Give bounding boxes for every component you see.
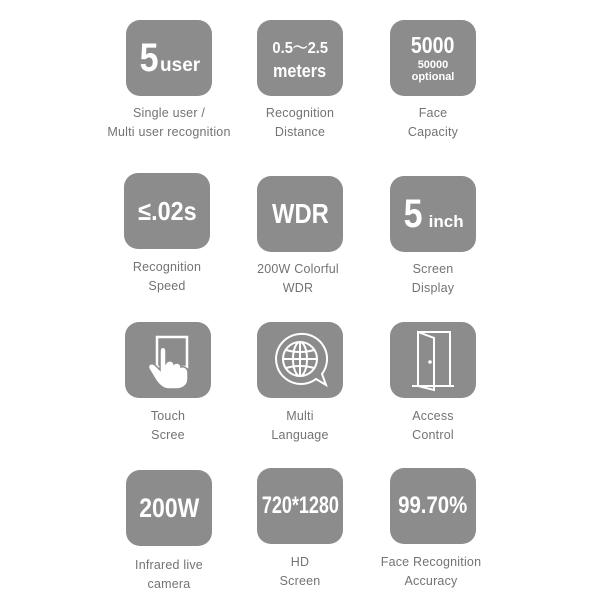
caption-line: Multi user recognition	[107, 124, 231, 139]
caption-recognition-accuracy	[346, 553, 516, 590]
caption-line: 200W Colorful	[257, 262, 339, 276]
caption-line: Single user /	[132, 106, 206, 120]
globe-speech-icon	[269, 329, 331, 391]
capacity-standard: 5000	[411, 31, 455, 58]
user-count-unit: user	[160, 54, 201, 76]
screen-size-value: 5	[404, 191, 423, 236]
user-count-value: 5	[139, 35, 159, 80]
caption-line: WDR	[282, 280, 314, 295]
caption-line: camera	[147, 576, 191, 591]
caption-face-capacity	[348, 104, 518, 141]
caption-line: Multi	[286, 409, 314, 423]
open-door-icon	[408, 328, 458, 392]
caption-line: Control	[412, 427, 454, 442]
screen-size-unit: inch	[428, 211, 464, 231]
tile-wdr	[257, 176, 343, 252]
caption-access-control	[348, 407, 518, 444]
tile-touch-screen	[125, 322, 211, 398]
caption-line: Recognition	[132, 260, 202, 274]
caption-line: Touch	[150, 409, 186, 423]
distance-range: 0.5～2.5	[272, 39, 328, 57]
caption-line: Language	[271, 427, 329, 442]
speed-value: ≤.02s	[137, 195, 197, 226]
caption-line: Accuracy	[404, 573, 458, 588]
tile-infrared-camera	[126, 470, 212, 546]
tile-face-capacity	[390, 20, 476, 96]
caption-line: HD	[290, 555, 310, 569]
wdr-label: WDR	[271, 198, 329, 229]
tile-hd-screen	[257, 468, 343, 544]
caption-line: Display	[411, 280, 455, 295]
tile-multi-language	[257, 322, 343, 398]
caption-line: Infrared live	[135, 558, 203, 572]
caption-line: Scree	[151, 427, 185, 442]
caption-line: Face	[418, 106, 448, 120]
tile-recognition-distance	[257, 20, 343, 96]
tile-access-control	[390, 322, 476, 398]
caption-line: Access	[412, 409, 454, 423]
accuracy-value: 99.70%	[398, 492, 468, 519]
capacity-optional-value: 50000	[417, 58, 449, 71]
caption-line: Face Recognition	[380, 555, 482, 569]
hd-resolution: 720*1280	[261, 492, 339, 519]
distance-unit: meters	[273, 60, 327, 81]
capacity-optional-label: optional	[411, 70, 455, 83]
tile-screen-display	[390, 176, 476, 252]
tile-multi-user	[126, 20, 212, 96]
caption-line: Screen	[412, 262, 454, 276]
tile-recognition-speed	[124, 173, 210, 249]
caption-line: Recognition	[265, 106, 335, 120]
infrared-resolution: 200W	[139, 492, 199, 523]
touch-hand-icon	[138, 329, 198, 391]
caption-line: Screen	[279, 573, 321, 588]
caption-screen-display	[348, 260, 518, 297]
caption-line: Distance	[274, 124, 326, 139]
caption-line: Capacity	[407, 124, 459, 139]
tile-recognition-accuracy	[390, 468, 476, 544]
caption-line: Speed	[148, 278, 186, 293]
